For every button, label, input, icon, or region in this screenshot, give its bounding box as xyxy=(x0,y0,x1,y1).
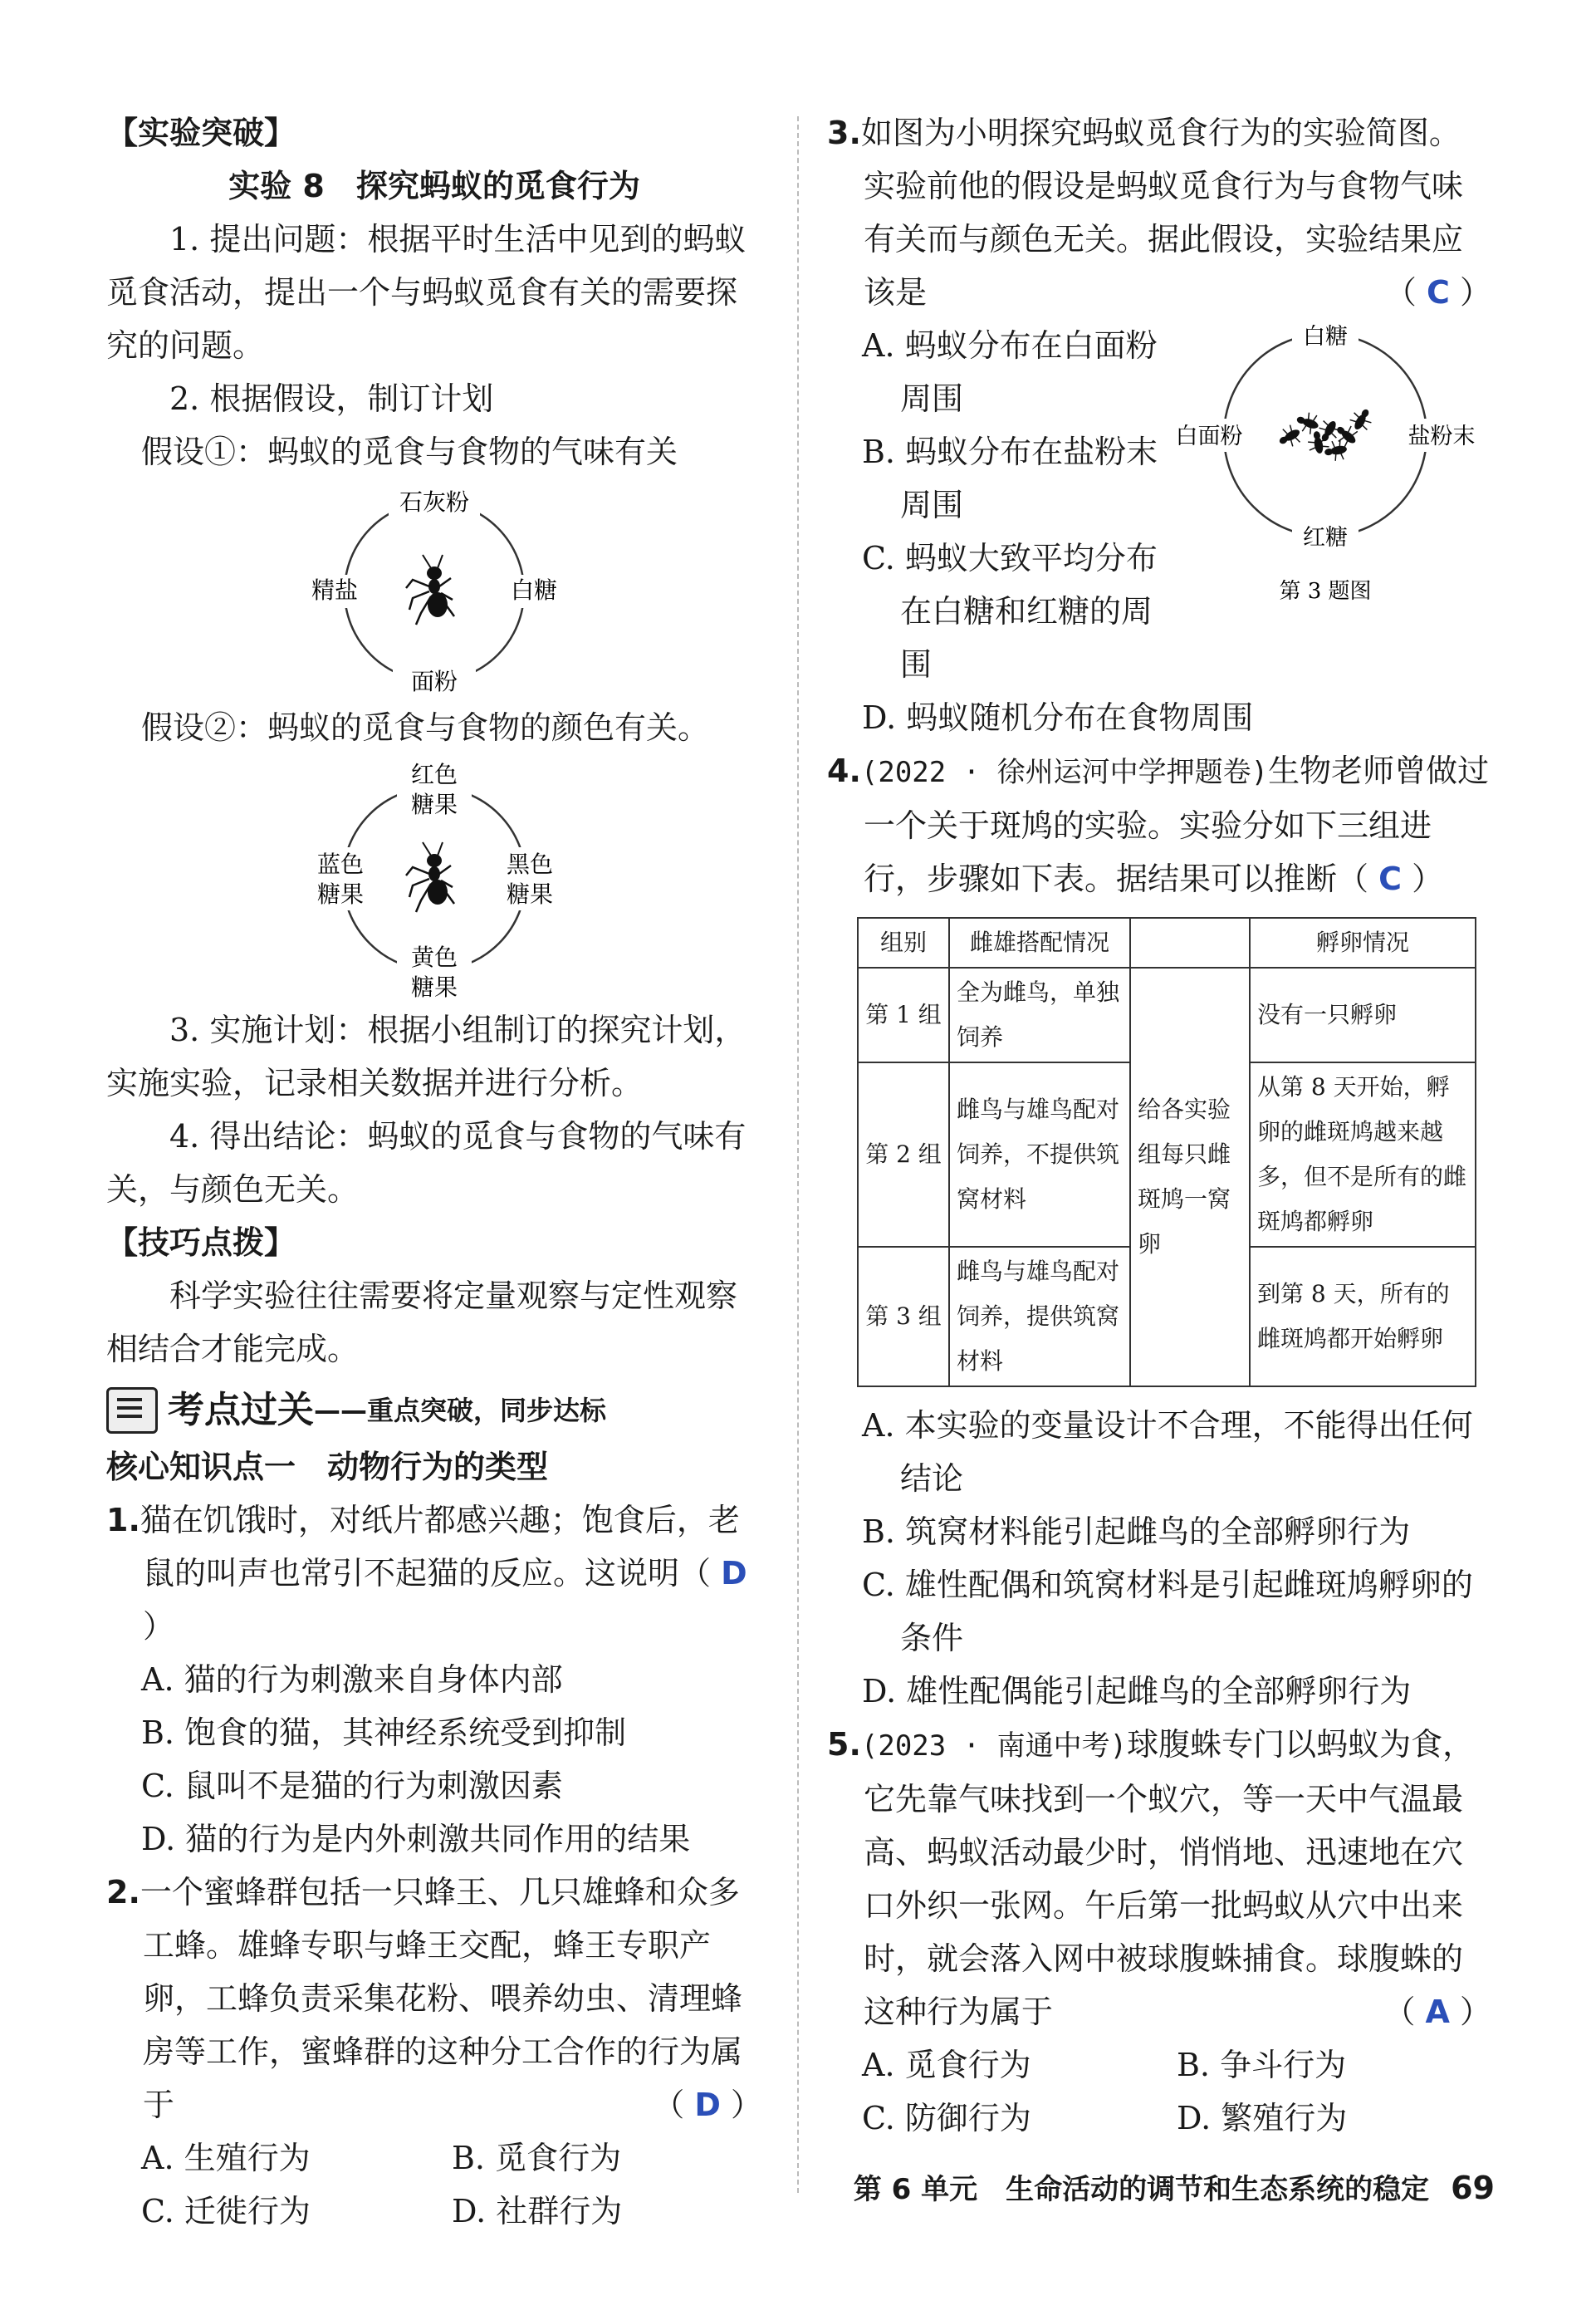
question-5-option-d: D. 繁殖行为 xyxy=(1177,2100,1348,2136)
question-3-option-d: D. 蚂蚁随机分布在食物周围 xyxy=(862,699,1254,736)
table-row xyxy=(858,968,1476,1062)
question-3 xyxy=(827,106,1491,744)
question-4-option-b: B. 筑窝材料能引起雌鸟的全部孵卵行为 xyxy=(862,1513,1411,1550)
table-cell-pair: 雌鸟与雄鸟配对饲养，提供筑窝材料 xyxy=(949,1247,1130,1386)
table-cell-shared: 给各实验组每只雌斑鸠一窝卵 xyxy=(1130,968,1250,1386)
question-2-option-d: D. 社群行为 xyxy=(452,2193,623,2229)
ant-smell-diagram-svg xyxy=(106,482,762,698)
table-cell-result: 到第 8 天，所有的雌斑鸠都开始孵卵 xyxy=(1250,1247,1476,1386)
diag2-left-label-2: 糖果 xyxy=(316,880,365,908)
question-4-number: 4. xyxy=(827,753,861,789)
table-header-row xyxy=(858,918,1476,968)
ant-color-diagram-svg xyxy=(106,758,762,1000)
question-2-number: 2. xyxy=(106,1874,140,1910)
left-column xyxy=(106,106,762,2238)
question-1-answer: D xyxy=(721,1555,747,1592)
tips-text: 科学实验往往需要将定量观察与定性观察相结合才能完成。 xyxy=(106,1278,738,1367)
ant-smell-diagram xyxy=(106,482,762,698)
table-cell-pair: 全为雌鸟，单独饲养 xyxy=(949,968,1130,1062)
table-header-blank xyxy=(1130,918,1250,968)
tips-header: 【技巧点拨】 xyxy=(106,1224,296,1261)
fig3-top-label: 白糖 xyxy=(1303,324,1348,350)
table-cell-group: 第 3 组 xyxy=(858,1247,949,1386)
question-1-number: 1. xyxy=(106,1502,140,1538)
question-5-source: (2023 · 南通中考) xyxy=(860,1729,1128,1763)
diag2-right-label-2: 糖果 xyxy=(506,880,554,908)
question-4-answer: C xyxy=(1378,861,1402,897)
question-3-figure-svg xyxy=(1168,319,1483,618)
table-header-group: 组别 xyxy=(858,918,949,968)
diag2-top-label-1: 红色 xyxy=(410,761,458,788)
question-1-text: 猫在饥饿时，对纸片都感兴趣；饱食后，老鼠的叫声也常引不起猫的反应。这说明 xyxy=(140,1502,740,1592)
diag2-right-label-1: 黑色 xyxy=(506,851,554,878)
question-4 xyxy=(827,744,1491,1718)
question-1-option-b: B. 饱食的猫，其神经系统受到抑制 xyxy=(141,1714,627,1751)
page-number: 69 xyxy=(1451,2170,1495,2206)
question-3-option-b: B. 蚂蚁分布在盐粉末周围 xyxy=(862,434,1158,523)
step-4: 4. 得出结论：蚂蚁的觅食与食物的气味有关，与颜色无关。 xyxy=(106,1118,747,1208)
table-cell-group: 第 1 组 xyxy=(858,968,949,1062)
question-2-answer: D xyxy=(694,2087,721,2123)
question-5-option-a: A. 觅食行为 xyxy=(862,2047,1031,2083)
question-5-options-row-1 xyxy=(827,2038,1491,2092)
column-divider xyxy=(797,116,799,2193)
step-1: 1. 提出问题：根据平时生活中见到的蚂蚁觅食活动，提出一个与蚂蚁觅食有关的需要探究的问题。 xyxy=(106,221,747,364)
question-4-stem: 4.(2022 · 徐州运河中学押题卷)生物老师曾做过一个关于斑鸠的实验。实验分如下三组进行，步骤如下表。据结果可以推断（ C ） xyxy=(827,753,1490,897)
question-3-answer: C xyxy=(1427,274,1450,311)
diag2-top-label-2: 糖果 xyxy=(410,791,458,818)
question-5-options-row-2 xyxy=(827,2092,1491,2145)
question-4-text: 生物老师曾做过一个关于斑鸠的实验。实验分如下三组进行，步骤如下表。据结果可以推断 xyxy=(864,753,1490,897)
question-2-stem: 2.一个蜜蜂群包括一只蜂王、几只雄蜂和众多工蜂。雄蜂专职与蜂王交配，蜂王专职产卵，工蜂负责采集花粉、喂养幼虫、清理蜂房等工作，蜜蜂群的这种分工合作的行为属于 （ D ） xyxy=(106,1874,762,2123)
question-1-option-a: A. 猫的行为刺激来自身体内部 xyxy=(141,1661,563,1698)
question-5-stem: 5.(2023 · 南通中考)球腹蛛专门以蚂蚁为食，它先靠气味找到一个蚁穴，等一天中气温最高、蚂蚁活动最少时，悄悄地、迅速地在穴口外织一张网。午后第一批蚂蚁从穴中出来时，就会落入网中被球腹蛛捕食。球腹蛛的这种行为属于 （ A ） xyxy=(827,1726,1491,2030)
question-3-option-a: A. 蚂蚁分布在白面粉周围 xyxy=(862,327,1158,417)
ant-color-diagram xyxy=(106,758,762,1000)
diag1-top-label: 石灰粉 xyxy=(399,488,470,516)
question-2-options-row-2 xyxy=(106,2185,762,2238)
table-cell-group: 第 2 组 xyxy=(858,1062,949,1247)
question-3-option-c: C. 蚂蚁大致平均分布在白糖和红糖的周围 xyxy=(862,540,1158,683)
right-column xyxy=(827,106,1491,2145)
checkpoint-banner xyxy=(106,1384,762,1437)
hypothesis-1: 假设①：蚂蚁的觅食与食物的气味有关 xyxy=(141,434,678,470)
question-2-options-row-1 xyxy=(106,2131,762,2185)
experiment-title: 实验 8 探究蚂蚁的觅食行为 xyxy=(228,168,640,204)
table-header-result: 孵卵情况 xyxy=(1250,918,1476,968)
notebook-icon xyxy=(106,1387,158,1434)
question-1-option-d: D. 猫的行为是内外刺激共同作用的结果 xyxy=(141,1821,691,1857)
question-5-option-b: B. 争斗行为 xyxy=(1177,2047,1347,2083)
diag1-left-label: 精盐 xyxy=(311,576,359,604)
question-4-option-a: A. 本实验的变量设计不合理，不能得出任何结论 xyxy=(862,1407,1473,1497)
fig3-bottom-label: 红糖 xyxy=(1303,525,1348,551)
question-5-option-c: C. 防御行为 xyxy=(862,2100,1031,2136)
step-2: 2. 根据假设，制订计划 xyxy=(169,380,494,417)
checkpoint-title: 考点过关 xyxy=(168,1389,314,1431)
question-2-option-b: B. 觅食行为 xyxy=(452,2140,622,2176)
question-2-option-a: A. 生殖行为 xyxy=(141,2140,311,2176)
table-cell-pair: 雌鸟与雄鸟配对饲养，不提供筑窝材料 xyxy=(949,1062,1130,1247)
question-3-text: 如图为小明探究蚂蚁觅食行为的实验简图。实验前他的假设是蚂蚁觅食行为与食物气味有关而与颜色无关。据此假设，实验结果应该是 xyxy=(860,115,1464,311)
diag1-right-label: 白糖 xyxy=(510,576,558,604)
question-4-source: (2022 · 徐州运河中学押题卷) xyxy=(860,756,1269,789)
question-2-option-c: C. 迁徙行为 xyxy=(141,2193,311,2229)
ant-cluster-icon xyxy=(1275,405,1376,462)
fig3-right-label: 盐粉末 xyxy=(1408,424,1476,449)
fig3-left-label: 白面粉 xyxy=(1175,424,1243,449)
question-5 xyxy=(827,1718,1491,2145)
table-cell-result: 没有一只孵卵 xyxy=(1250,968,1476,1062)
question-3-number: 3. xyxy=(827,115,861,151)
question-1-option-c: C. 鼠叫不是猫的行为刺激因素 xyxy=(141,1768,563,1804)
question-4-option-c: C. 雄性配偶和筑窝材料是引起雌斑鸠孵卵的条件 xyxy=(862,1567,1473,1656)
hypothesis-2: 假设②：蚂蚁的觅食与食物的颜色有关。 xyxy=(141,709,710,746)
ant-icon xyxy=(406,555,454,625)
diag2-bottom-label-2: 糖果 xyxy=(410,974,458,1000)
question-5-number: 5. xyxy=(827,1726,861,1763)
step-3: 3. 实施计划：根据小组制订的探究计划，实施实验，记录相关数据并进行分析。 xyxy=(106,1012,747,1101)
experiment-break-header: 【实验突破】 xyxy=(106,115,296,151)
page-footer xyxy=(839,2161,1495,2216)
checkpoint-subtitle: ——重点突破，同步达标 xyxy=(314,1395,607,1426)
question-5-answer: A xyxy=(1425,1994,1450,2030)
question-3-stem: 3.如图为小明探究蚂蚁觅食行为的实验简图。实验前他的假设是蚂蚁觅食行为与食物气味有关而与颜色无关。据此假设，实验结果应该是 （ C ） xyxy=(827,115,1491,311)
question-2 xyxy=(106,1866,762,2238)
fig3-caption: 第 3 题图 xyxy=(1279,579,1372,604)
question-1 xyxy=(106,1493,762,1866)
question-4-option-d: D. 雄性配偶能引起雌鸟的全部孵卵行为 xyxy=(862,1673,1412,1709)
ant-icon xyxy=(406,842,454,912)
core-point-1: 核心知识点一 动物行为的类型 xyxy=(106,1449,549,1485)
question-4-table xyxy=(857,917,1476,1387)
diag2-left-label-1: 蓝色 xyxy=(316,851,365,878)
question-2-text: 一个蜜蜂群包括一只蜂王、几只雄蜂和众多工蜂。雄蜂专职与蜂王交配，蜂王专职产卵，工蜂负责采集花粉、喂养幼虫、清理蜂房等工作，蜜蜂群的这种分工合作的行为属于 xyxy=(140,1874,743,2123)
question-1-stem: 1.猫在饥饿时，对纸片都感兴趣；饱食后，老鼠的叫声也常引不起猫的反应。这说明（ D ） xyxy=(106,1502,747,1645)
diag2-bottom-label-1: 黄色 xyxy=(410,944,458,971)
question-5-text: 球腹蛛专门以蚂蚁为食，它先靠气味找到一个蚁穴，等一天中气温最高、蚂蚁活动最少时，悄悄地、迅速地在穴口外织一张网。午后第一批蚂蚁从穴中出来时，就会落入网中被球腹蛛捕食。球腹蛛的这种行为属于 xyxy=(864,1726,1475,2030)
question-3-figure xyxy=(1168,319,1483,618)
footer-unit-title: 第 6 单元 生命活动的调节和生态系统的稳定 xyxy=(853,2173,1430,2206)
table-cell-result: 从第 8 天开始，孵卵的雌斑鸠越来越多，但不是所有的雌斑鸠都孵卵 xyxy=(1250,1062,1476,1247)
table-header-pair: 雌雄搭配情况 xyxy=(949,918,1130,968)
diag1-bottom-label: 面粉 xyxy=(410,668,458,695)
